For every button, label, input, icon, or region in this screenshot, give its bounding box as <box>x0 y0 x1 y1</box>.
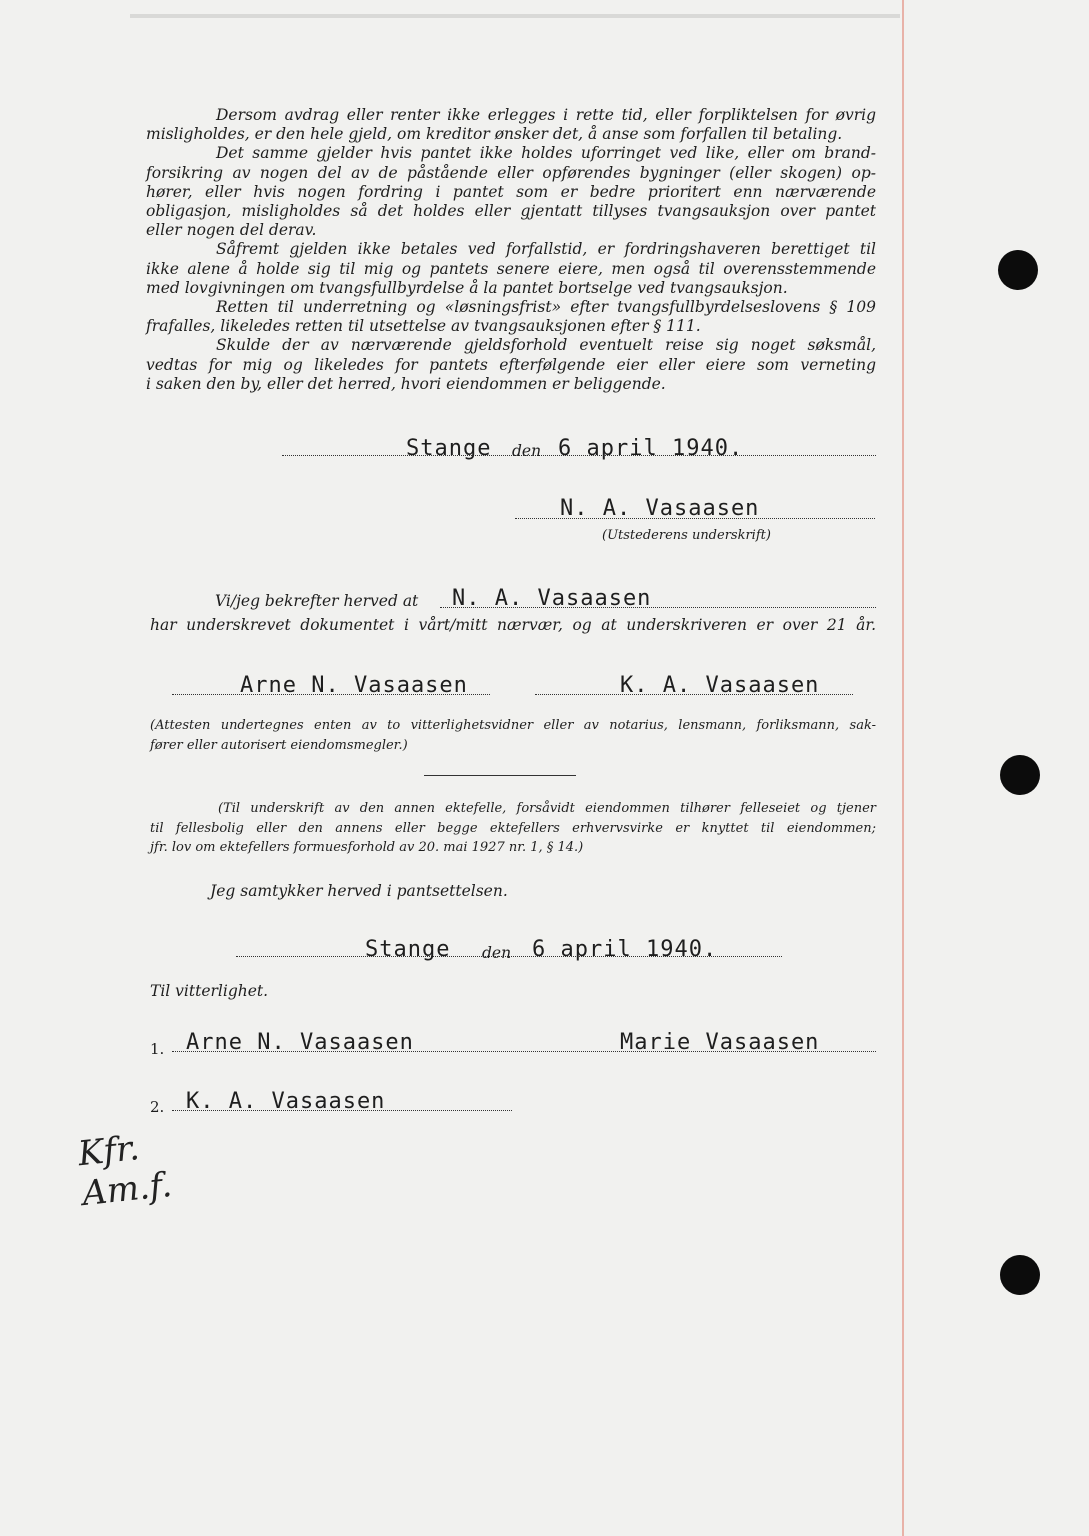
witness-number: 2. <box>150 1098 165 1116</box>
text-line: vedtas for mig og likeledes for pantets efterfølgende eier eller eiere som verneting <box>146 355 876 374</box>
attest-note-line: fører eller autorisert eiendomsmegler.) <box>150 738 408 753</box>
attest-prefix: Vi/jeg bekrefter herved at <box>215 592 419 610</box>
text-line: forsikring av nogen del av de påstående eller opførendes bygninger (eller skogen) op- <box>146 163 876 182</box>
attest-line2: har underskrevet dokumentet i vårt/mitt nærvær, og at underskriveren er over 21 år. <box>150 616 876 634</box>
margin-line <box>902 0 904 1536</box>
witness1-signature-2: Arne N. Vasaasen <box>186 1030 414 1055</box>
separator-rule <box>424 775 576 776</box>
text-line: hører, eller hvis nogen fordring i pantet som er bedre prioritert enn nærværende <box>146 182 876 201</box>
text-line: eller nogen del derav. <box>146 221 317 240</box>
punch-hole <box>1000 1255 1040 1295</box>
text-line: ikke alene å holde sig til mig og pantets senere eiere, men også til overensstemmende <box>146 259 876 278</box>
spouse-note-line: (Til underskrift av den annen ektefelle, forsåvidt eiendommen tilhører felleseiet og tjener <box>218 801 876 816</box>
consent-text: Jeg samtykker herved i pantsettelsen. <box>210 882 508 900</box>
issuer-signature: N. A. Vasaasen <box>560 496 760 521</box>
text-line: misligholdes, er den hele gjeld, om kreditor ønsker det, å anse som forfallen til betaling. <box>146 125 843 144</box>
witness-label: Til vitterlighet. <box>150 982 269 1000</box>
text-line: Skulde der av nærværende gjeldsforhold eventuelt reise sig noget søksmål, <box>216 336 876 355</box>
spouse-signature: Marie Vasaasen <box>620 1030 820 1055</box>
top-edge-rule <box>130 14 900 18</box>
punch-hole <box>998 250 1038 290</box>
text-line: obligasjon, misligholdes så det holdes eller gjentatt tillyses tvangsauksjon over pantet <box>146 202 876 221</box>
text-line: med lovgivningen om tvangsfullbyrdelse å la pantet bortselge ved tvangsauksjon. <box>146 278 788 297</box>
attest-note-line: (Attesten undertegnes enten av to vitterlighetsvidner eller av notarius, lensmann, forliksmann, sak- <box>150 718 876 733</box>
punch-hole <box>1000 755 1040 795</box>
issuer-caption: (Utstederens underskrift) <box>602 528 771 543</box>
den-label: den <box>512 442 542 460</box>
den-label-2: den <box>482 944 512 962</box>
witness2-signature-2: K. A. Vasaasen <box>186 1089 386 1114</box>
text-line: Retten til underretning og «løsningsfrist» efter tvangsfullbyrdelseslovens § 109 <box>216 298 876 317</box>
spouse-note-line: til fellesbolig eller den annens eller begge ektefellers erhvervsvirke er knyttet til eiendommen; <box>150 821 876 836</box>
handwritten-margin-note: Kfr. Am.f. <box>76 1128 174 1215</box>
text-line: Dersom avdrag eller renter ikke erlegges i rette tid, eller forpliktelsen for øvrig <box>216 106 876 124</box>
witness2-signature: K. A. Vasaasen <box>620 673 820 698</box>
witness1-signature: Arne N. Vasaasen <box>240 673 468 698</box>
text-line: Det samme gjelder hvis pantet ikke holdes uforringet ved like, eller om brand- <box>216 144 876 163</box>
witness-number: 1. <box>150 1040 165 1058</box>
text-line: i saken den by, eller det herred, hvori eiendommen er beliggende. <box>146 374 666 393</box>
date-typed: 6 april 1940. <box>558 436 744 461</box>
date-typed-2: 6 april 1940. <box>532 937 718 962</box>
text-line: Såfremt gjelden ikke betales ved forfallstid, er fordringshaveren berettiget til <box>216 240 876 259</box>
text-line: frafalles, likeledes retten til utsettelse av tvangsauksjonen efter § 111. <box>146 317 701 336</box>
place-typed: Stange <box>406 436 492 461</box>
terms-text <box>146 106 876 394</box>
spouse-note-line: jfr. lov om ektefellers formuesforhold av 20. mai 1927 nr. 1, § 14.) <box>150 840 584 855</box>
place-typed-2: Stange <box>365 937 451 962</box>
attest-name: N. A. Vasaasen <box>452 586 652 611</box>
